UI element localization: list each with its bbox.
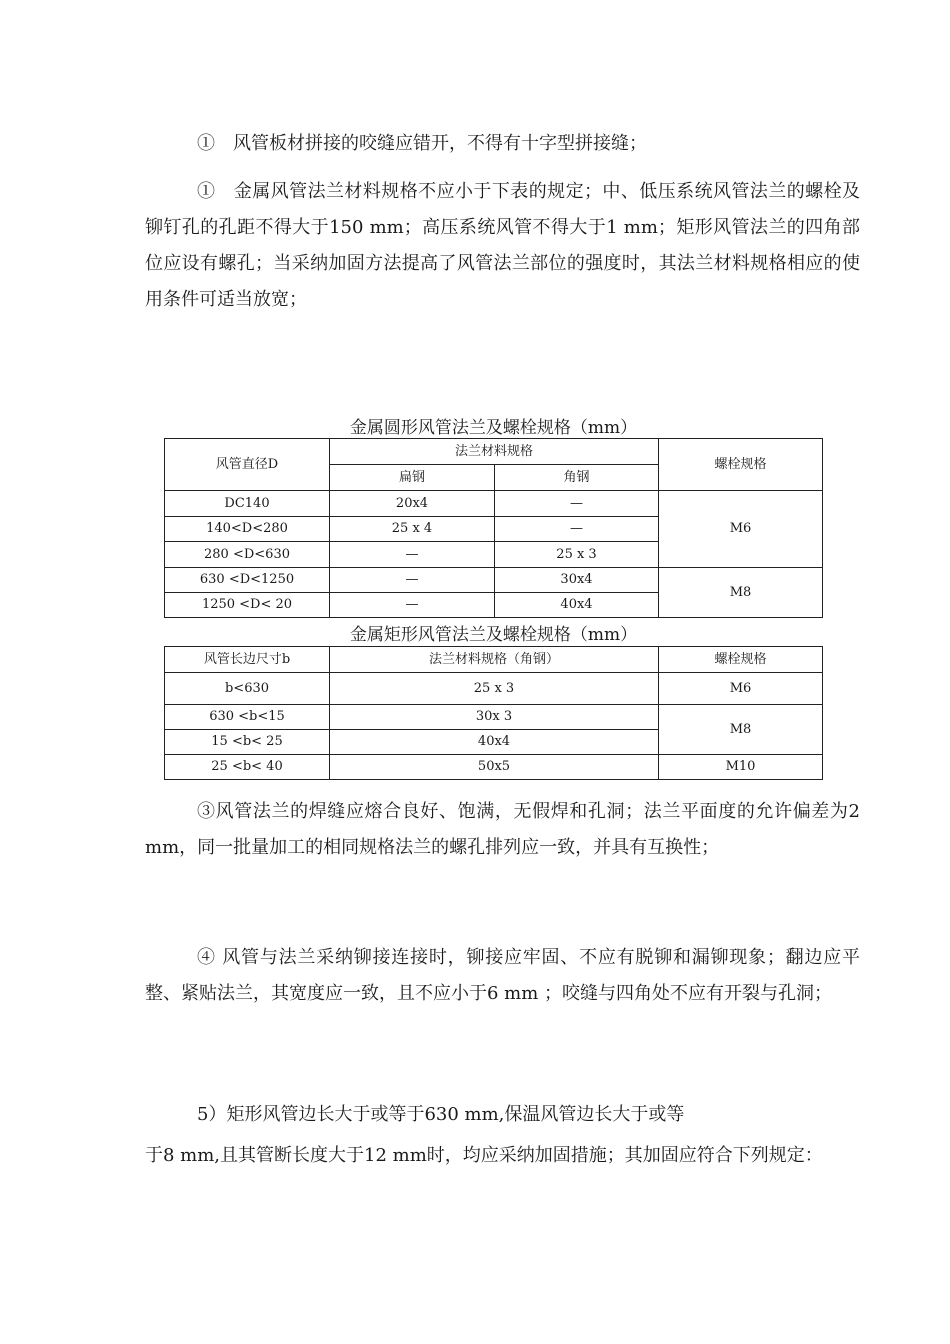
cell-angle: 40x4 xyxy=(495,593,659,618)
paragraph-rivet-rule: ④ 风管与法兰采纳铆接连接时，铆接应牢固、不应有脱铆和漏铆现象；翻边应平整、紧贴法兰，其宽度应一致，且不应小于6 mm ；咬缝与四角处不应有开裂与孔洞； xyxy=(145,947,860,1004)
header-angle-steel: 角钢 xyxy=(495,465,659,491)
header-long-side: 风管长边尺寸b xyxy=(165,647,330,673)
table-row xyxy=(165,673,823,705)
cell-angle: — xyxy=(495,517,659,542)
cell-range: DC140 xyxy=(165,491,330,517)
round-table-caption: 金属圆形风管法兰及螺栓规格（mm） xyxy=(349,418,638,438)
paragraph-reinforce-rest: 于8 mm,且其管断长度大于12 mm时，均应采纳加固措施；其加固应符合下列规定： xyxy=(145,1145,823,1166)
cell-flat: 20x4 xyxy=(330,491,495,517)
cell-range: 280 <D<630 xyxy=(165,542,330,568)
paragraph-flange-spec: ① 金属风管法兰材料规格不应小于下表的规定；中、低压系统风管法兰的螺栓及铆钉孔的孔距不得大于150 mm；高压系统风管不得大于1 mm；矩形风管法兰的四角部位应设有螺孔；当采纳加固方法提高了风管法兰部位的强度时，其法兰材料规格相应的使用条件可适当放宽； xyxy=(145,181,860,310)
cell-flat: 25 x 4 xyxy=(330,517,495,542)
header-bolt-spec: 螺栓规格 xyxy=(659,439,823,491)
cell-bolt-m6: M6 xyxy=(659,673,823,705)
cell-range: 15 <b< 25 xyxy=(165,730,330,755)
header-flange-material: 法兰材料规格（角钢） xyxy=(330,647,659,673)
rect-table-caption: 金属矩形风管法兰及螺栓规格（mm） xyxy=(349,625,638,645)
table-row xyxy=(165,705,823,730)
cell-bolt-m10: M10 xyxy=(659,755,823,780)
cell-bolt-m6: M6 xyxy=(659,491,823,568)
cell-flat: — xyxy=(330,593,495,618)
header-flat-steel: 扁钢 xyxy=(330,465,495,491)
cell-range: 630 <D<1250 xyxy=(165,568,330,593)
cell-range: 1250 <D< 20 xyxy=(165,593,330,618)
header-diameter: 风管直径D xyxy=(165,439,330,491)
cell-range: 140<D<280 xyxy=(165,517,330,542)
paragraph-seam-rule: ① 风管板材拼接的咬缝应错开，不得有十字型拼接缝； xyxy=(197,133,647,154)
cell-flat: — xyxy=(330,542,495,568)
cell-angle: 25 x 3 xyxy=(495,542,659,568)
cell-range: 25 <b< 40 xyxy=(165,755,330,780)
cell-angle: 50x5 xyxy=(330,755,659,780)
table-row xyxy=(165,491,823,517)
cell-angle: 30x4 xyxy=(495,568,659,593)
cell-angle: 30x 3 xyxy=(330,705,659,730)
table-row xyxy=(165,568,823,593)
cell-range: 630 <b<15 xyxy=(165,705,330,730)
cell-flat: — xyxy=(330,568,495,593)
cell-angle: 25 x 3 xyxy=(330,673,659,705)
cell-bolt-m8: M8 xyxy=(659,705,823,755)
header-flange-material: 法兰材料规格 xyxy=(330,439,659,465)
table-row xyxy=(165,755,823,780)
header-bolt-spec: 螺栓规格 xyxy=(659,647,823,673)
paragraph-reinforce-line1: 5）矩形风管边长大于或等于630 mm,保温风管边长大于或等 xyxy=(197,1104,685,1125)
cell-bolt-m8: M8 xyxy=(659,568,823,618)
round-flange-table xyxy=(164,438,823,618)
cell-angle: — xyxy=(495,491,659,517)
rect-flange-table xyxy=(164,646,823,780)
paragraph-weld-rule: ③风管法兰的焊缝应熔合良好、饱满，无假焊和孔洞；法兰平面度的允许偏差为2 mm，同一批量加工的相同规格法兰的螺孔排列应一致，并具有互换性； xyxy=(145,801,860,858)
cell-angle: 40x4 xyxy=(330,730,659,755)
cell-range: b<630 xyxy=(165,673,330,705)
